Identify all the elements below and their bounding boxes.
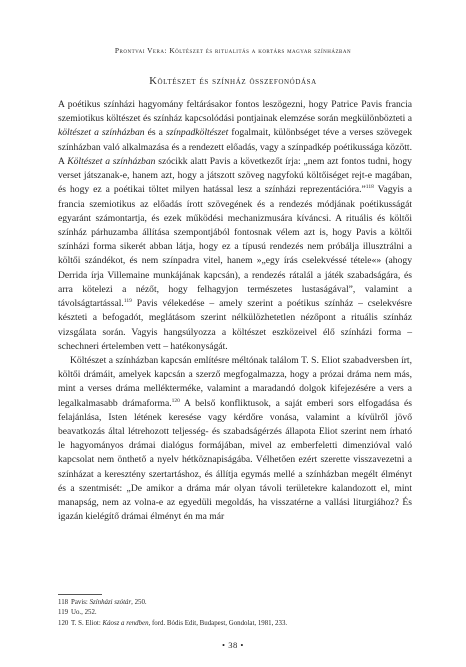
text-run: Pavis vélekedése – amely szerint a poétikus színház – cselekvésre készteti a befogadót, meglátásom szerint nélkülözhetetlen nézőpont a rituális színház vizsgálata során. Vagyis hangsúlyozza a költészet eszközeivel élő színházi forma – schechneri értelemben vett – hatékonyságát. — [58, 298, 412, 352]
text-run: , ford. Bódis Edit, Budapest, Gondolat, 1981, 233. — [148, 619, 288, 627]
text-run: Költészet a színházban kapcsán említésre méltónak találom T. S. Eliot szabadversben írt, költői drámáit, amelyek kapcsán a szerző megfogalmazza, hogy a prózai dráma nem más, mint a verses dráma mellékterméke, valamint a maradandó dolgok kifejezésére a vers a legalkalmasabb drámaforma. — [58, 354, 412, 409]
italic-text: színpadköltészet — [165, 127, 229, 139]
footnote-number: 118 — [58, 599, 69, 606]
italic-text: Költészet a színházban — [67, 155, 156, 167]
paragraph-1 — [58, 98, 412, 354]
text-run: Uo., 252. — [71, 609, 97, 617]
text-run: A belső konfliktusok, a saját emberi sors elfogadása és felajánlása, Isten létének keresése vagy kérdőre vonása, valamint a kívülről jövő beavatkozás által létrehozott teljesség- és szabadságérzés állapota Eliot szerint nem írható le hagyományos drámai dialógus formájában, mivel az emberfeletti dimenzióval való kapcsolat nem önthető a nyelv hétköznapiságába. Vélhetően ezért szerette visszavezetni a színházat a keresztény szertartáshoz, és állítja egymás mellé a színházban megélt élményt és a szentmisét: „De amikor a dráma már olyan távoli területekre kalandozott el, mint manapság, nem az volna-e az egyedüli megoldás, ha visszatérne a vallási liturgiához? És igazán kielégítő drámai élményt én ma már — [58, 397, 412, 523]
running-head: Prontvai Vera: Költészet és ritualitás a kortárs magyar színházban — [114, 46, 352, 55]
text-run: , 250. — [131, 599, 147, 606]
footnote-120 — [58, 619, 412, 629]
text-run: szócikk alatt Pavis a következőt írja: „nem azt fontos tudni, hogy verset játszanak-e, hanem azt, hogy a játszott szöveg nagyfokú költőiséget rejt-e magában, és hogy ez a poétikai töltet milyen hatással lesz a színházi reprezentációra.” — [58, 155, 412, 196]
footnote-ref: 119 — [123, 297, 132, 304]
text-run: fogalmait, különbséget téve a verses szövegek színházban való alkalmazása és a rendezett előadás, vagy a színpadkép poétikussága között. A — [58, 127, 413, 167]
footnote-number: 120 — [58, 619, 69, 627]
section-title: Költészet és színház összefonódása — [149, 76, 317, 87]
body-text — [58, 98, 412, 525]
text-run: T. S. Eliot: — [71, 619, 103, 627]
footnote-119 — [58, 608, 412, 618]
italic-text: költészet a színházban — [58, 127, 145, 139]
footnotes — [58, 598, 412, 629]
text-run: Vagyis a francia szemiotikus az előadás írott szövegének és a rendezés módjának poétikusságát egyaránt számontartja, és ezek működési mechanizmusára kíváncsi. A rituális és költői színház párhuzamba állítása szempontjából fontosnak vélem azt is, hogy Pavis a költői színházi forma sikerét abban látja, hogy ez a típusú rendezés nem próbálja illusztrálni a költői szándékot, és nem színpadra vitel, hanem »„egy írás cselekvéssé tétele«» (ahogy Derrida írja Villemaine munkájának kapcsán), a rendezés rátalál a játék szabadságára, és arra kötelezi a nézőt, hogy felhagyjon természetes lustaságával”, valamint a távolságtartással. — [58, 184, 412, 310]
footnote-ref: 118 — [365, 184, 374, 191]
italic-text: Színházi szótár — [89, 599, 132, 606]
text-run: Pavis: — [71, 599, 90, 606]
footnote-text — [71, 619, 287, 629]
page-number: • 38 • — [222, 640, 244, 650]
italic-text: Káosz a rendben — [102, 619, 149, 627]
text-run: A poétikus színházi hagyomány feltárásakor fontos leszögezni, hogy Patrice Pavis francia szemiotikus költészet és színház kapcsolódási pontjainak elemzése során megkülönbözteti a — [58, 99, 412, 125]
text-run: és a — [144, 127, 166, 139]
footnote-text — [71, 608, 97, 618]
footnote-ref: 120 — [171, 397, 180, 404]
footnote-118 — [58, 598, 412, 608]
footnote-divider — [58, 594, 102, 595]
paragraph-2 — [58, 354, 412, 525]
footnote-text — [71, 598, 147, 608]
footnote-number: 119 — [58, 609, 69, 617]
